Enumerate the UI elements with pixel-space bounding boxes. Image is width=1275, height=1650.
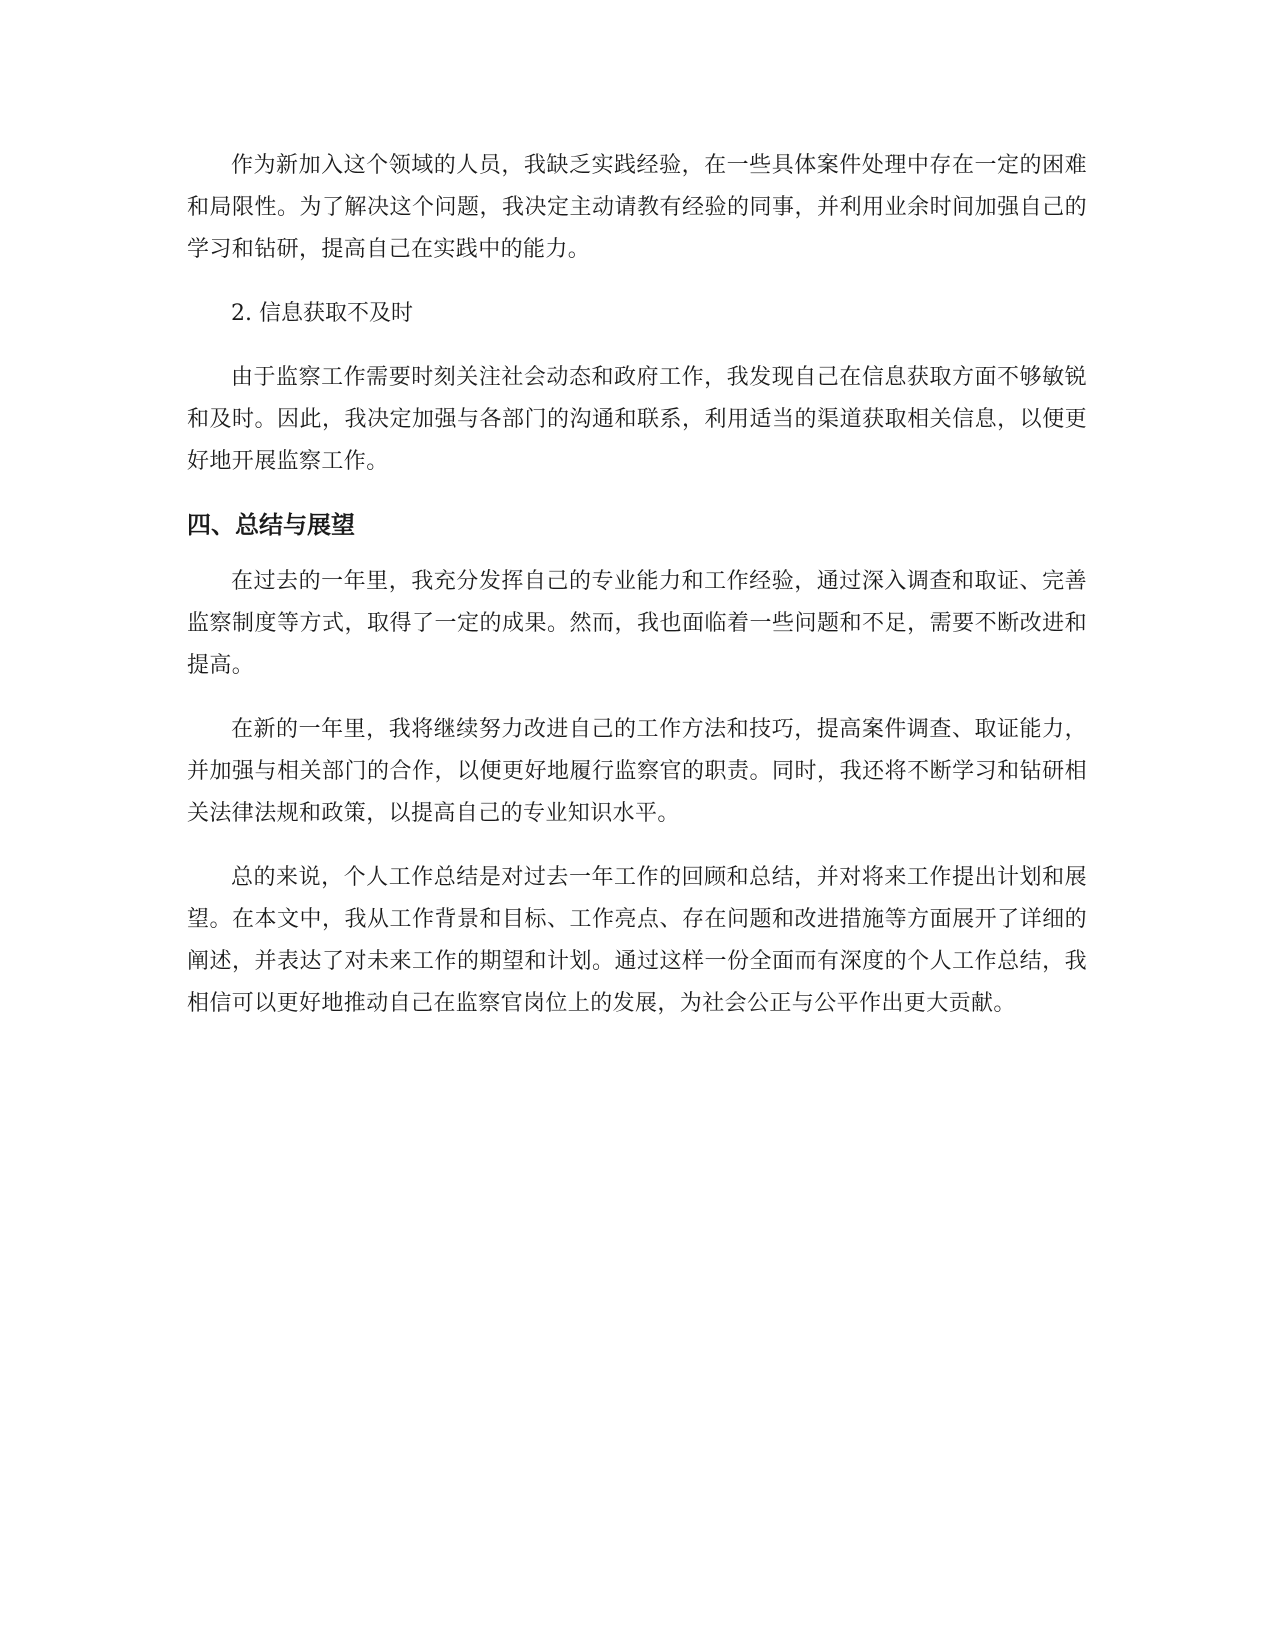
document-body bbox=[187, 145, 1087, 1047]
section-heading-summary: 四、总结与展望 bbox=[187, 511, 355, 539]
paragraph-summary-3: 总的来说，个人工作总结是对过去一年工作的回顾和总结，并对将来工作提出计划和展望。在本文中，我从工作背景和目标、工作亮点、存在问题和改进措施等方面展开了详细的阐述，并表达了对未来工作的期望和计划。通过这样一份全面而有深度的个人工作总结，我相信可以更好地推动自己在监察官岗位上的发展，为社会公正与公平作出更大贡献。 bbox=[187, 865, 1087, 1016]
paragraph-information: 由于监察工作需要时刻关注社会动态和政府工作，我发现自己在信息获取方面不够敏锐和及时。因此，我决定加强与各部门的沟通和联系，利用适当的渠道获取相关信息，以便更好地开展监察工作。 bbox=[187, 365, 1087, 474]
subheading-information: 2. 信息获取不及时 bbox=[231, 301, 413, 326]
paragraph-summary-2: 在新的一年里，我将继续努力改进自己的工作方法和技巧，提高案件调查、取证能力，并加强与相关部门的合作，以便更好地履行监察官的职责。同时，我还将不断学习和钻研相关法律法规和政策，以提高自己的专业知识水平。 bbox=[187, 717, 1087, 826]
paragraph-experience: 作为新加入这个领域的人员，我缺乏实践经验，在一些具体案件处理中存在一定的困难和局限性。为了解决这个问题，我决定主动请教有经验的同事，并利用业余时间加强自己的学习和钻研，提高自己在实践中的能力。 bbox=[187, 153, 1087, 262]
paragraph-summary-1: 在过去的一年里，我充分发挥自己的专业能力和工作经验，通过深入调查和取证、完善监察制度等方式，取得了一定的成果。然而，我也面临着一些问题和不足，需要不断改进和提高。 bbox=[187, 569, 1087, 678]
